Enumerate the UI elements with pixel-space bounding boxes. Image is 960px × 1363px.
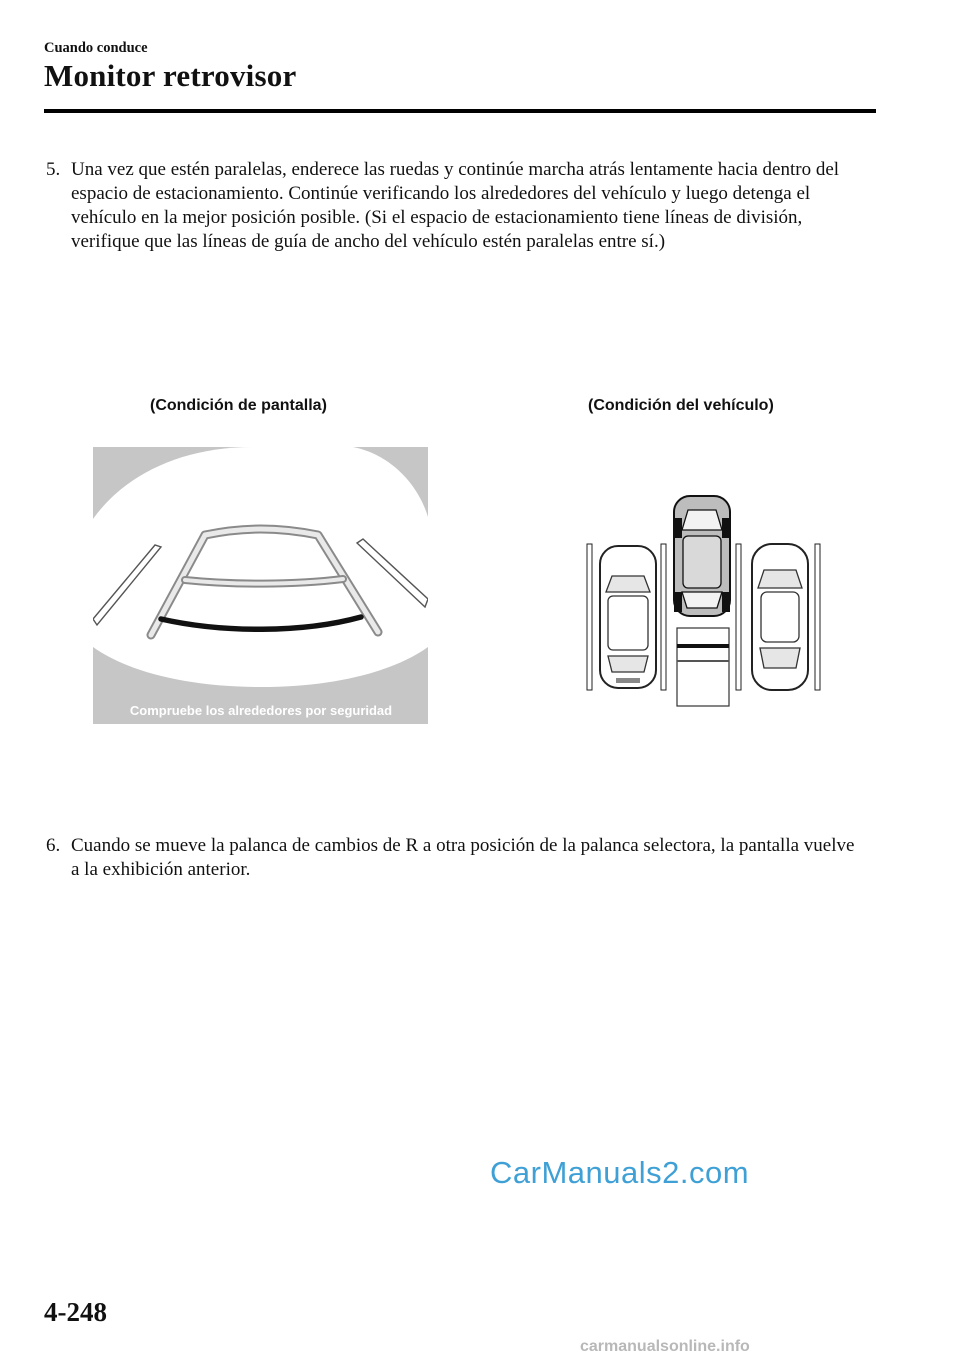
- center-reversing-car: [674, 496, 730, 616]
- section-kicker: Cuando conduce: [44, 40, 148, 56]
- right-parked-car: [752, 544, 808, 690]
- caption-screen-condition: (Condición de pantalla): [150, 397, 327, 414]
- page-number: 4-248: [44, 1297, 107, 1327]
- page-title: Monitor retrovisor: [44, 58, 297, 93]
- footer-watermark: carmanualsonline.info: [580, 1338, 750, 1355]
- step-text: Cuando se mueve la palanca de cambios de R a otra posición de la palanca selectora, la pantalla vuelve a la exhibición anterior.: [71, 835, 855, 880]
- step-number: 6.: [46, 835, 61, 856]
- vehicle-parking-illustration: [570, 488, 842, 710]
- step-5: [46, 158, 856, 254]
- rear-camera-screen-illustration: [93, 447, 428, 724]
- step-number: 5.: [46, 159, 61, 180]
- step-6: [46, 834, 856, 882]
- caption-vehicle-condition: (Condición del vehículo): [588, 397, 774, 414]
- left-parked-car: [600, 546, 656, 688]
- step-text: Una vez que estén paralelas, enderece las ruedas y continúe marcha atrás lentamente hacia dentro del espacio de estacionamiento. Continúe verificando los alrededores del vehículo y luego detenga el vehículo en la mejor posición posible. (Si el espacio de estacionamiento tiene líneas de división, verifique que las líneas de guía de ancho del vehículo estén paralelas entre sí.): [71, 159, 840, 252]
- watermark-logo: CarManuals2.com: [490, 1155, 750, 1190]
- screen-safety-message: Compruebe los alrededores por seguridad: [129, 703, 393, 718]
- title-divider: [44, 109, 876, 113]
